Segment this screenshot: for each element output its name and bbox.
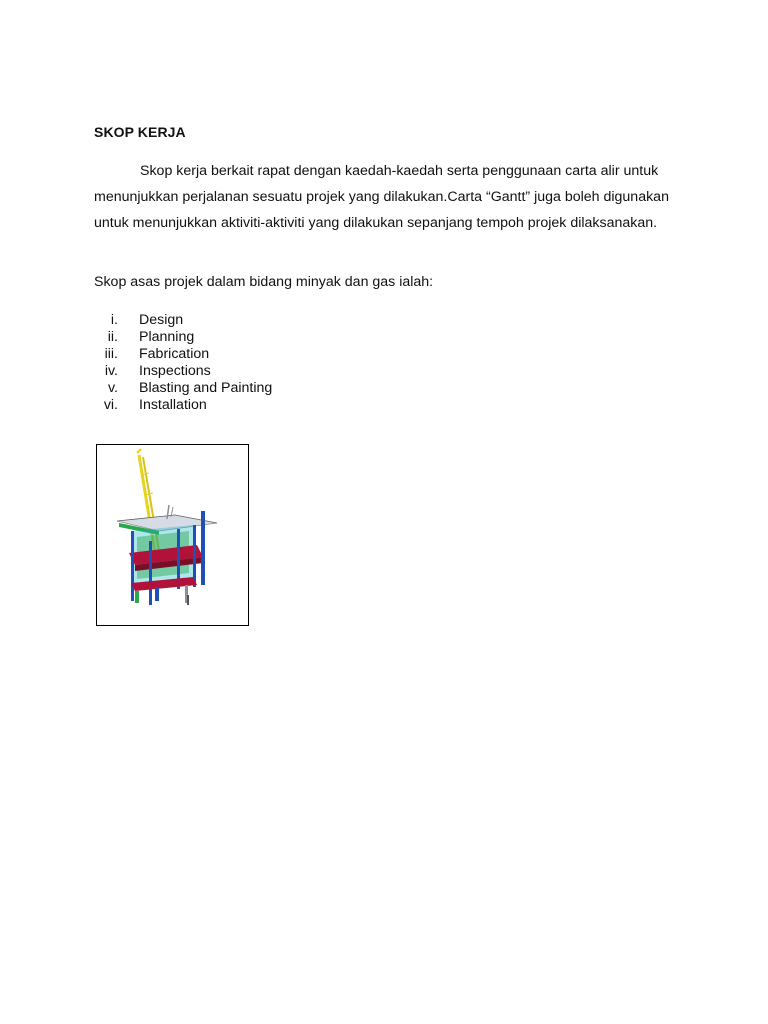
offshore-platform-figure — [96, 444, 249, 626]
list-item: v. Blasting and Painting — [108, 380, 273, 396]
list-item: iv. Inspections — [104, 363, 211, 379]
offshore-platform-illustration — [97, 445, 248, 625]
scope-list — [94, 312, 273, 414]
body-paragraph: Skop kerja berkait rapat dengan kaedah-kaedah serta penggunaan carta alir untuk menunjukkan perjalanan sesuatu projek yang dilakukan.Carta “Gantt” juga boleh digunakan untuk menunjukkan aktiviti-aktiviti yang dilakukan sepanjang tempoh projek dilaksanakan. — [94, 163, 669, 231]
list-item: iii. Fabrication — [104, 346, 210, 362]
list-item: ii. Planning — [107, 329, 195, 345]
list-item: vi. Installation — [103, 397, 207, 413]
list-intro: Skop asas projek dalam bidang minyak dan gas ialah: — [94, 274, 434, 290]
section-heading: SKOP KERJA — [94, 124, 186, 140]
list-item: i. Design — [110, 312, 184, 328]
